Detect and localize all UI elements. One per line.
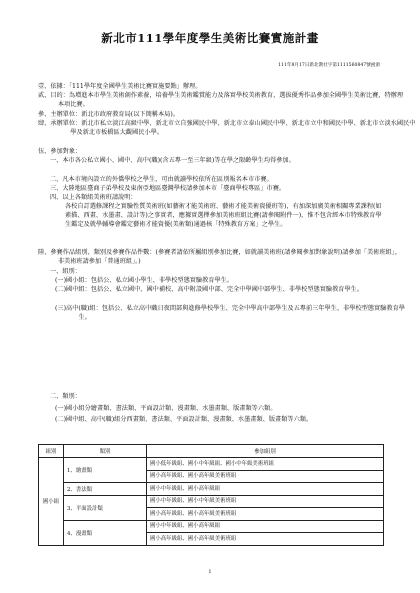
category-cell: 1、繪畫類 <box>64 458 147 483</box>
category-cell: 2、書法類 <box>64 483 147 496</box>
document-title: 新北市111學年度學生美術比賽實施計畫 <box>101 31 319 45</box>
entry-cell: 國小高年級組、國小高年級美術班組 <box>147 533 384 546</box>
participants-item-4: 四、以上各類組美術班請說明： <box>50 194 137 201</box>
participants-item-1: 一、本市各公私立國小、國中、高中(職)(含五專一至三年級)等在學之限齡學生均得參加。 <box>50 157 295 164</box>
table-header-row <box>39 445 384 458</box>
entry-cell: 國小高年級組、國小高年級美術班組 <box>147 470 384 483</box>
category-cell: 4、漫畫類 <box>64 520 147 545</box>
groups-title: 一、組別： <box>50 268 81 275</box>
table-row <box>39 495 384 508</box>
header-category: 類別 <box>64 445 147 458</box>
entry-cell: 國小中年級組、國小高年級組 <box>147 520 384 533</box>
participants-item-2: 二、凡本市境內設立的外僑學校之學生，可由就讀學校依所在區別報名本市市賽。 <box>50 176 273 183</box>
section-executor: 肆、承辦單位：新北市私立淡江高級中學、新北市立自強國民中學、新北市立泰山國民中學、新北市立中和國民中學、新北市立淡水國民中學及新北市板橋區大觀國民小學。 <box>38 120 416 137</box>
category-table <box>38 444 384 546</box>
entry-cell: 國小高年級組、國小高年級美術班組 <box>147 508 384 521</box>
participants-note: 各校自訂選修課程之實驗性質美術班(如藝術才能美術班、藝術才能美術資優班等)，有加深加廣美術相關專業課程(如素描、西畫、水墨畫、設計等)之事實者，應據實選擇參加美術班組比賽(請參閱附件一)，惟不包含經本市特殊教育學生鑑定及就學輔導會鑑定藝術才能資優(美術類)通過核「特殊教育方案」之學生。 <box>65 203 382 229</box>
table-row <box>39 458 384 471</box>
section-entries-title: 陸、參賽作品組別、類別及參賽作品件數：(參賽者請依所屬組別參加比賽，如就讀美術班(請參閱參加對象說明)請參加「美術班組」，非美術班請參加「普通班組」。) <box>38 249 402 266</box>
group-item-3: (三)高中(職)組：包括公、私立高中職日夜間部與進修學校學生、完全中學高中部學生及五專前三年學生、非學校型態實驗教育學生。 <box>55 305 405 322</box>
header-entry-group: 參加組別 <box>147 445 384 458</box>
entry-cell: 國小低年級組、國小中年級組、國小中年級美術班組 <box>147 458 384 471</box>
group-cell: 國小組 <box>39 458 64 546</box>
category-cell: 3、平面設計類 <box>64 495 147 520</box>
participants-item-3: 三、大陸地區臺商子弟學校及東南亞地區臺灣學校請參加本市「臺商學校專區」市賽。 <box>50 185 286 192</box>
categories-title: 二、類別： <box>50 393 81 400</box>
entry-cell: 國小中年級組、國小中年級美術班組 <box>147 495 384 508</box>
table-row <box>39 520 384 533</box>
category-item-1: (一)國小組分繪畫類、書法類、平面設計類、漫畫類、水墨畫類、版畫類等六類。 <box>55 405 277 412</box>
page-number: 1 <box>208 569 212 575</box>
section-organizer: 參、主辦單位：新北市政府教育局(以下簡稱本局)。 <box>38 111 179 118</box>
group-item-2: (二)國中組：包括公、私立國中、國中補校、高中附設國中部、完全中學國中部學生、非學校型態實驗教育學生。 <box>55 286 364 293</box>
header-group: 組別 <box>39 445 64 458</box>
table-row <box>39 483 384 496</box>
section-purpose: 貳、目的：為增進本市學生美術創作素養，培養學生美術鑑賞能力及落實學校美術教育，選拔優秀作品參加全國學生美術比賽，特辦理本項比賽。 <box>38 92 404 109</box>
section-participants-title: 伍、參加對象： <box>38 148 82 155</box>
category-item-2: (二)國中組、高中(職)組分西畫類、書法類、平面設計類、漫畫類、水墨畫類、版畫類等六類。 <box>55 416 313 423</box>
group-item-1: (一)國小組：包括公、私立國小學生、非學校型態實驗教育學生。 <box>55 277 234 284</box>
entry-cell: 國小中年級組、國小高年級組 <box>147 483 384 496</box>
section-basis: 壹、依據：「111學年度全國學生美術比賽實施要點」辦理。 <box>38 83 202 90</box>
document-number: 111年8月17日新北教社字第1111560847號函頒 <box>278 63 380 68</box>
